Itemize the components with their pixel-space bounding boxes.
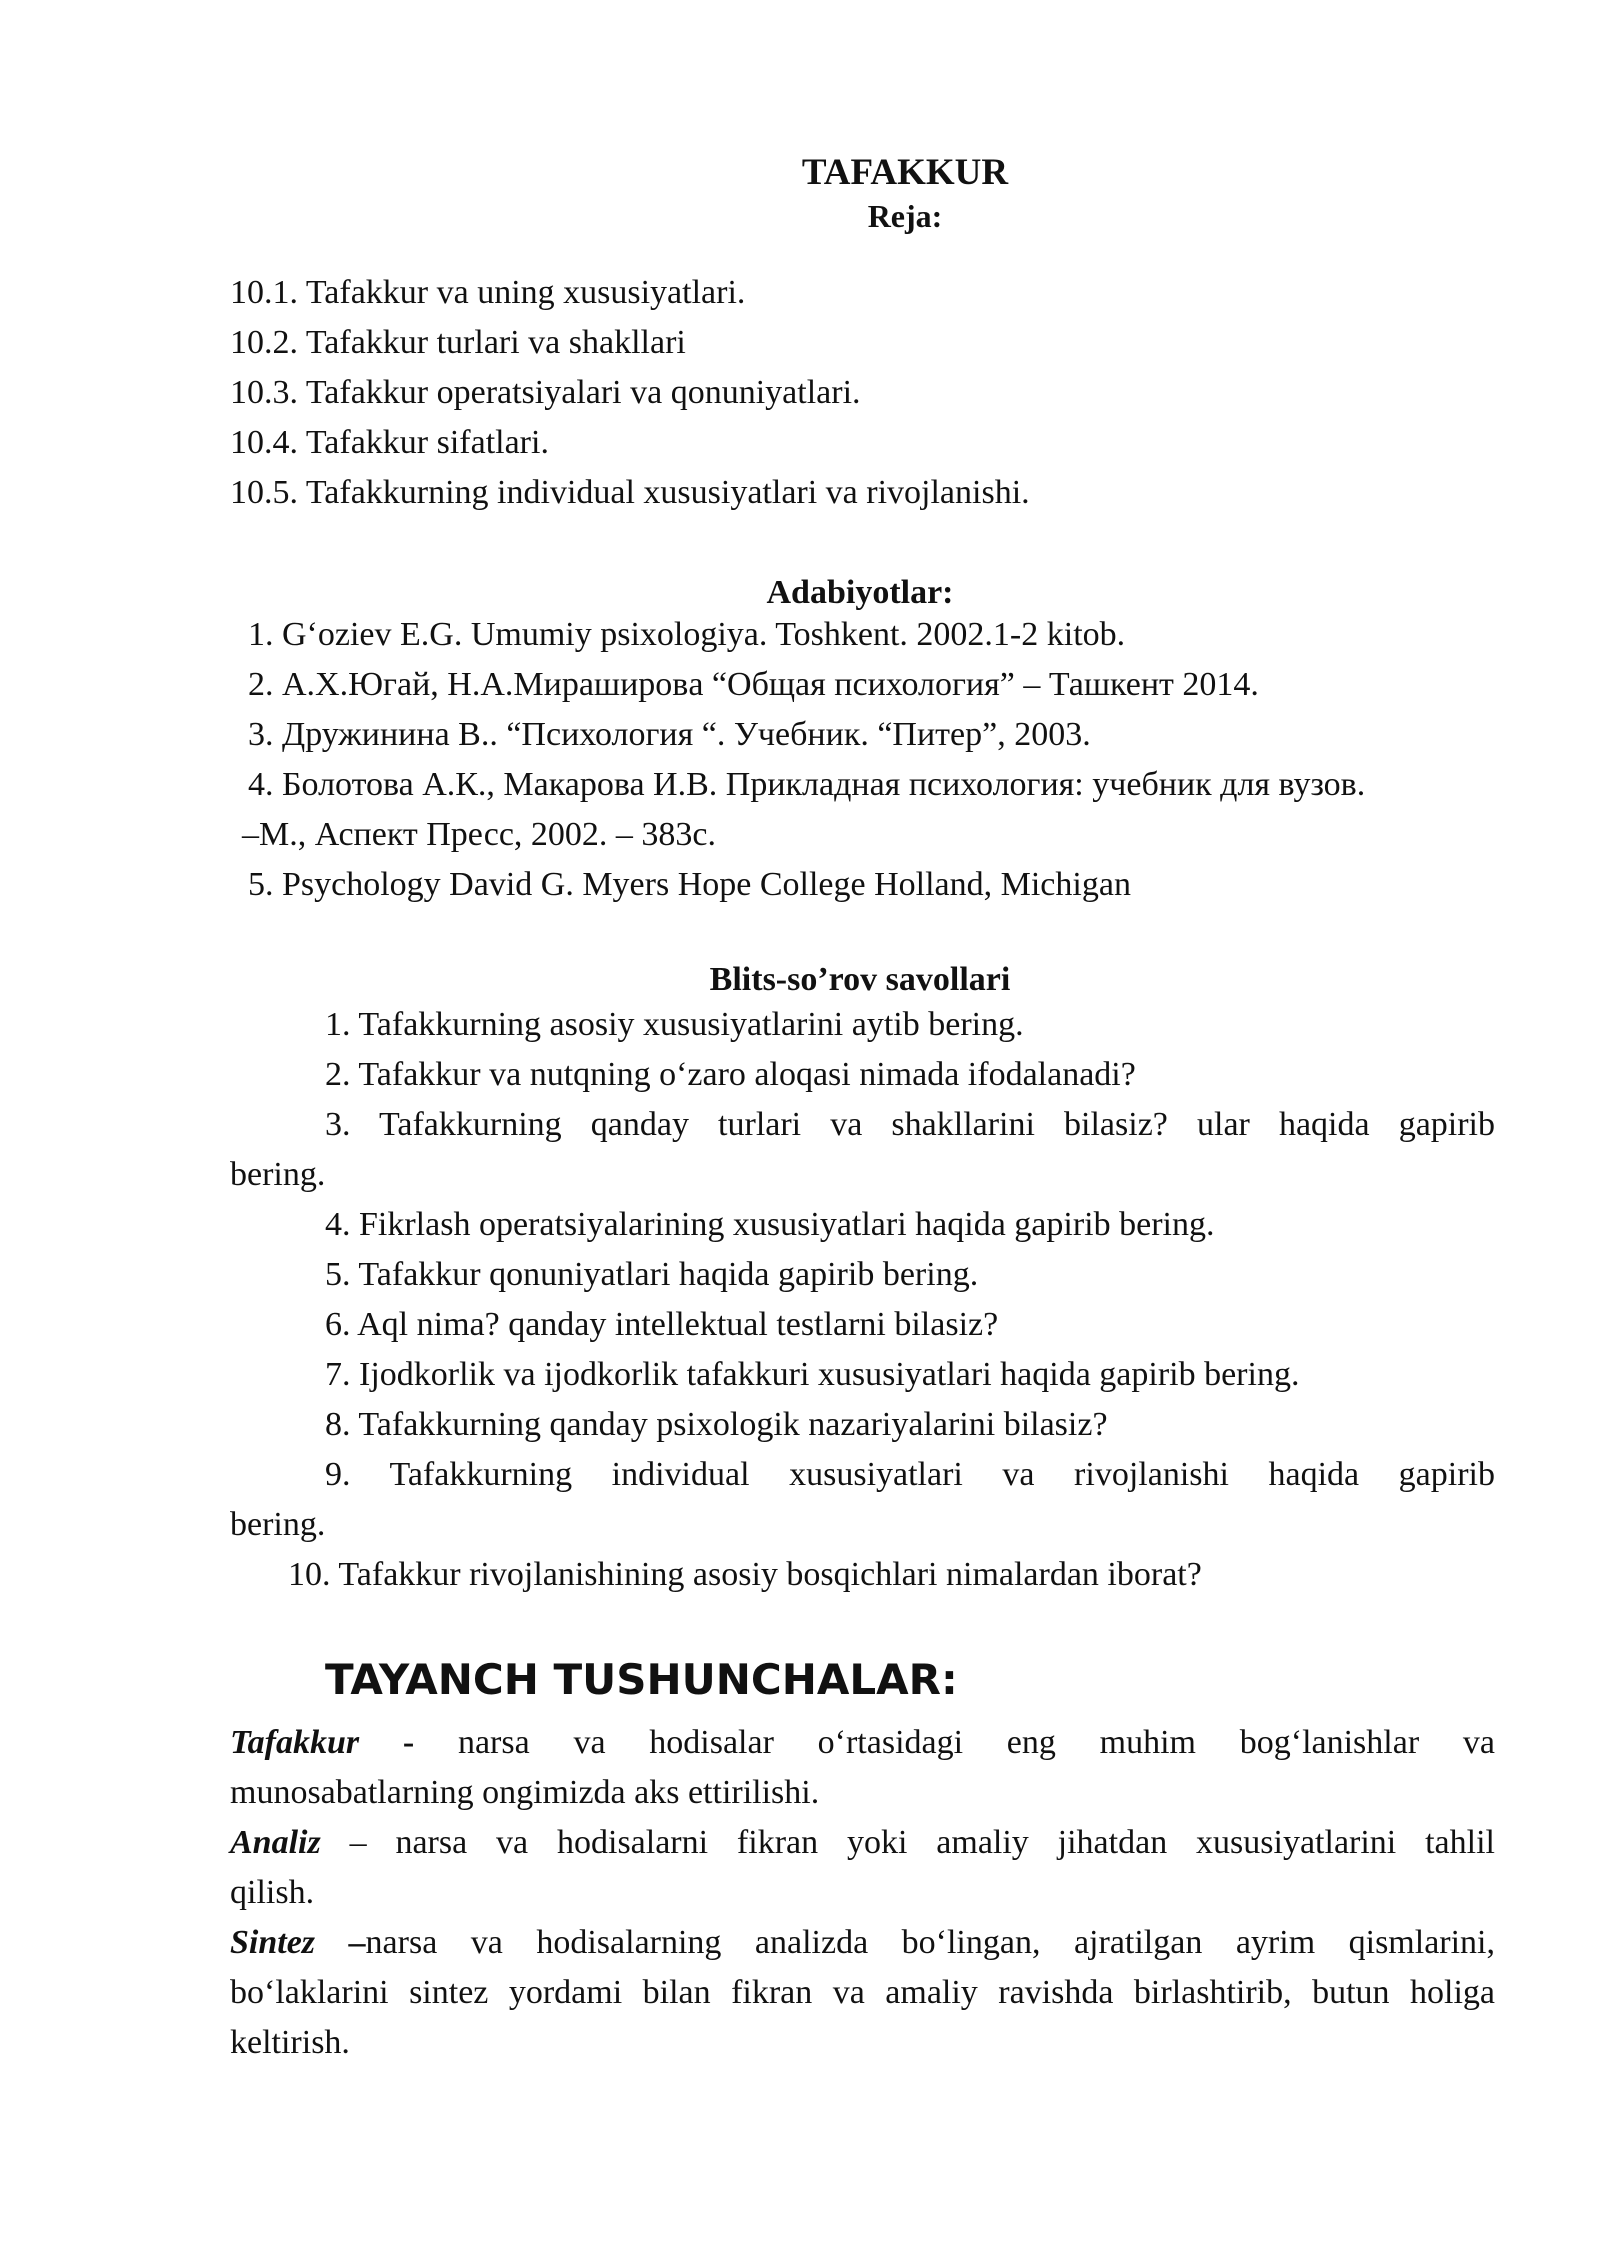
- question-item: 9. Tafakkurning individual xususiyatlari va rivojlanishi haqida gapirib: [325, 1456, 1495, 1493]
- plan-list: [230, 268, 1030, 518]
- reference-item: 4. Болотова А.К., Макарова И.В. Прикладная психология: учебник для вузов.: [248, 766, 1366, 803]
- question-item: 6. Aql nima? qanday intellektual testlarni bilasiz?: [325, 1306, 999, 1343]
- question-item: 4. Fikrlash operatsiyalarining xususiyatlari haqida gapirib bering.: [325, 1206, 1215, 1243]
- question-item: 7. Ijodkorlik va ijodkorlik tafakkuri xususiyatlari haqida gapirib bering.: [325, 1356, 1300, 1393]
- reference-item: 5. Psychology David G. Myers Hope College Holland, Michigan: [248, 866, 1131, 903]
- concept-definition-continuation: keltirish.: [230, 2024, 350, 2061]
- concept-definition: – narsa va hodisalarni fikran yoki amaliy jihatdan xususiyatlarini tahlil: [320, 1824, 1495, 1861]
- plan-item: 10.5. Tafakkurning individual xususiyatlari va rivojlanishi.: [230, 474, 1030, 511]
- concept-tafakkur: [230, 1718, 1495, 1768]
- concepts-list: [230, 1718, 1495, 2068]
- question-item: 10. Tafakkur rivojlanishining asosiy bosqichlari nimalardan iborat?: [288, 1556, 1202, 1593]
- concept-definition-continuation: qilish.: [230, 1874, 315, 1911]
- concepts-heading: TAYANCH TUSHUNCHALAR:: [325, 1655, 958, 1704]
- reference-item: 1. G‘oziev E.G. Umumiy psixologiya. Toshkent. 2002.1-2 kitob.: [248, 616, 1126, 653]
- plan-item: 10.3. Tafakkur operatsiyalari va qonuniyatlari.: [230, 374, 861, 411]
- question-item: 3. Tafakkurning qanday turlari va shakllarini bilasiz? ular haqida gapirib: [325, 1106, 1495, 1143]
- concept-term: Tafakkur: [230, 1724, 360, 1761]
- plan-item: 10.2. Tafakkur turlari va shakllari: [230, 324, 686, 361]
- reference-item-continuation: –М., Аспект Пресс, 2002. – 383с.: [242, 816, 717, 853]
- concept-sintez: [230, 1918, 1495, 1968]
- concept-term: Sintez: [230, 1924, 316, 1961]
- plan-item: 10.1. Tafakkur va uning xususiyatlari.: [230, 274, 746, 311]
- question-item-continuation: bering.: [230, 1506, 326, 1543]
- question-item-continuation: bering.: [230, 1156, 326, 1193]
- reference-item: 3. Дружинина В.. “Психология “. Учебник. “Питер”, 2003.: [248, 716, 1091, 753]
- questions-heading: Blits-so’rov savollari: [709, 961, 1011, 998]
- concept-term: Analiz: [230, 1824, 321, 1861]
- question-item: 2. Tafakkur va nutqning o‘zaro aloqasi nimada ifodalanadi?: [325, 1056, 1136, 1093]
- question-item: 1. Tafakkurning asosiy xususiyatlarini aytib bering.: [325, 1006, 1024, 1043]
- question-item: 5. Tafakkur qonuniyatlari haqida gapirib bering.: [325, 1256, 979, 1293]
- concept-dash: –: [315, 1924, 366, 1961]
- plan-label: Reja:: [867, 198, 943, 234]
- concept-analiz: [230, 1818, 1495, 1868]
- concept-definition-continuation: munosabatlarning ongimizda aks ettirilishi.: [230, 1774, 820, 1811]
- plan-item: 10.4. Tafakkur sifatlari.: [230, 424, 549, 461]
- concept-definition-continuation: bo‘laklarini sintez yordami bilan fikran va amaliy ravishda birlashtirib, butun holiga: [230, 1974, 1495, 2011]
- references-heading: Adabiyotlar:: [766, 574, 954, 611]
- references-list: [0, 610, 1366, 910]
- concept-dash: -: [359, 1724, 458, 1761]
- reference-item: 2. А.Х.Югай, Н.А.Мирашировa “Общая психология” – Ташкент 2014.: [248, 666, 1259, 703]
- question-item: 8. Tafakkurning qanday psixologik nazariyalarini bilasiz?: [325, 1406, 1108, 1443]
- concept-definition: narsa va hodisalar o‘rtasidagi eng muhim bog‘lanishlar va: [457, 1724, 1495, 1761]
- document-title: TAFAKKUR: [801, 152, 1009, 193]
- concept-definition: narsa va hodisalarning analizda bo‘lingan, ajratilgan ayrim qismlarini,: [365, 1924, 1496, 1961]
